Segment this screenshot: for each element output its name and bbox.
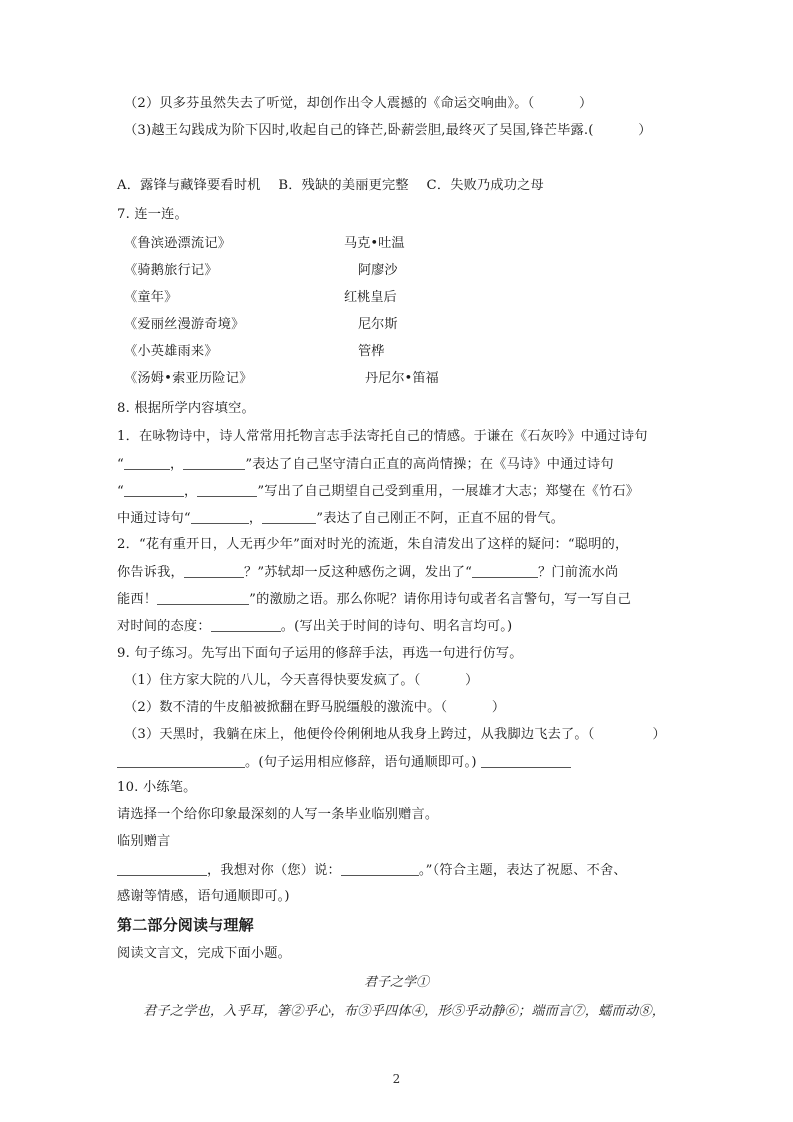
book-item: 《爱丽丝漫游奇境》: [124, 317, 245, 332]
q10-line1: [117, 861, 627, 880]
answer-blank[interactable]: [183, 455, 245, 470]
q8-p2-line2-end: ？门前流水尚: [538, 565, 619, 580]
section-heading: 第二部分阅读与理解: [117, 916, 254, 934]
q8-p1-line4-lead: 中通过诗句“: [117, 511, 191, 526]
q8-p2-line4-lead: 对时间的态度：: [117, 619, 211, 634]
answer-blank[interactable]: [117, 753, 245, 768]
q8-p2-line2: [117, 563, 618, 582]
q8-p1-line1: 1．在咏物诗中，诗人常常用托物言志手法寄托自己的情感。于谦在《石灰吟》中通过诗句: [117, 429, 648, 444]
passage-title: 君子之学①: [363, 975, 429, 990]
answer-blank[interactable]: [341, 861, 419, 876]
q8-p2-line2-lead: 你告诉我，: [117, 565, 184, 580]
q8-p1-line3: [117, 482, 639, 501]
answer-blank[interactable]: [262, 509, 316, 524]
answer-blank[interactable]: [124, 482, 184, 497]
q8-p2-line3-lead: 能西！: [117, 592, 158, 607]
quote-open: “: [117, 457, 124, 472]
answer-blank[interactable]: [191, 509, 249, 524]
q8-title: 8. 根据所学内容填空。: [117, 401, 255, 416]
q6-item-3: （3)越王勾践成为阶下囚时,收起自己的锋芒,卧薪尝胆,最终灭了吴国,锋芒毕露.( ）: [124, 123, 652, 138]
q8-p2-line1: 2．“花有重开日，人无再少年”面对时光的流逝，朱自清发出了这样的疑问：“聪明的，: [117, 537, 629, 552]
q9-item-3: （3）天黑时，我躺在床上，他便伶伶俐俐地从我身上跨过，从我脚边飞去了。（ ）: [124, 727, 666, 742]
q8-p2-line2-mid: ？”苏轼却一反这种感伤之调，发出了“: [243, 565, 473, 580]
q10-line1-mid: ，我想对你（您）说：: [207, 863, 341, 878]
answer-blank[interactable]: [481, 753, 571, 768]
q10-title: 10. 小练笔。: [117, 780, 197, 795]
reading-instruction: 阅读文言文，完成下面小题。: [117, 946, 292, 961]
page-number: 2: [392, 1072, 401, 1086]
author-item: 丹尼尔•笛福: [365, 371, 439, 386]
q8-p1-line4-text: ”表达了自己刚正不阿，正直不屈的骨气。: [316, 511, 565, 526]
q6-item-2: （2）贝多芬虽然失去了听觉，却创作出令人震撼的《命运交响曲》。（ ）: [124, 96, 593, 111]
answer-blank[interactable]: [157, 590, 249, 605]
quote-open: “: [117, 484, 124, 499]
book-item: 《骑鹅旅行记》: [124, 263, 218, 278]
book-item: 《鲁滨逊漂流记》: [124, 236, 232, 251]
answer-blank[interactable]: [472, 563, 538, 578]
q8-p1-line4: [117, 509, 564, 528]
q9-item-1: （1）住方家大院的八儿，今天喜得快要发疯了。（ ）: [124, 673, 479, 688]
q7-title: 7. 连一连。: [117, 207, 188, 222]
author-item: 马克•吐温: [344, 236, 405, 251]
answer-blank[interactable]: [211, 617, 281, 632]
answer-blank[interactable]: [117, 861, 207, 876]
author-item: 管桦: [358, 344, 385, 359]
answer-blank[interactable]: [124, 455, 170, 470]
q9-imitation-line: [117, 753, 571, 772]
q10-line1-end: 。”（符合主题，表达了祝愿、不舍、: [418, 863, 627, 878]
book-item: 《童年》: [124, 290, 178, 305]
q8-p2-line4-text: 。(写出关于时间的诗句、明名言均可。): [280, 619, 513, 634]
comma: ，: [183, 484, 198, 499]
q9-title: 9. 句子练习。先写出下面句子运用的修辞手法，再选一句进行仿写。: [117, 646, 523, 661]
book-item: 《小英雄雨来》: [124, 344, 218, 359]
q8-p1-line3-text: ”写出了自己期望自己受到重用，一展雄才大志；郑燮在《竹石》: [257, 484, 640, 499]
q8-p1-line2-text: ”表达了自己坚守清白正直的高尚情操；在《马诗》中通过诗句: [245, 457, 614, 472]
author-item: 尼尔斯: [358, 317, 398, 332]
book-item: 《汤姆•索亚历险记》: [124, 371, 253, 386]
q10-line2: 感谢等情感，语句通顺即可。): [117, 889, 290, 904]
q9-item-2: （2）数不清的牛皮船被掀翻在野马脱缰般的激流中。（ ）: [124, 700, 506, 715]
q6-options: A．露锋与藏锋要看时机 B．残缺的美丽更完整 C．失败乃成功之母: [117, 178, 544, 193]
author-item: 阿廖沙: [358, 263, 398, 278]
q8-p1-line2: [117, 455, 614, 474]
q8-p2-line3: [117, 590, 631, 609]
comma: ，: [248, 511, 263, 526]
answer-blank[interactable]: [197, 482, 257, 497]
q8-p2-line3-text: ”的激励之语。那么你呢？请你用诗句或者名言警句，写一写自己: [249, 592, 631, 607]
answer-blank[interactable]: [184, 563, 244, 578]
comma: ，: [169, 457, 184, 472]
q9-note: 。(句子运用相应修辞，语句通顺即可。): [245, 755, 477, 770]
q10-prompt: 请选择一个给你印象最深刻的人写一条毕业临别赠言。: [117, 807, 439, 822]
q8-p2-line4: [117, 617, 512, 636]
passage-line: 君子之学也，入乎耳，箸②乎心，布③乎四体④，形⑤乎动静⑥；端而言⑦，蠕而动⑧，: [143, 1004, 666, 1019]
q10-label: 临别赠言: [117, 834, 171, 849]
author-item: 红桃皇后: [344, 290, 397, 305]
